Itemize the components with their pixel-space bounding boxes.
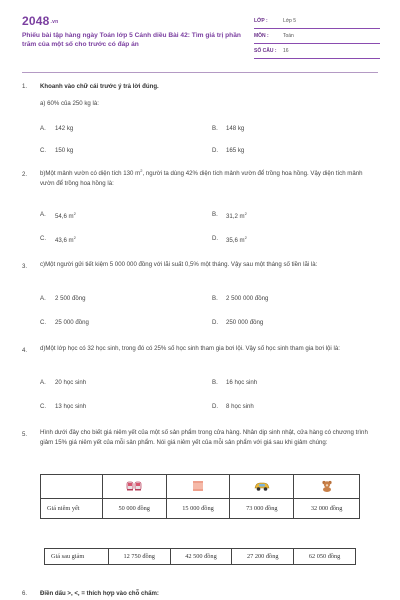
option-b[interactable]: 31,2 $m^2$ <box>226 211 247 221</box>
option-letter: C. <box>40 403 47 410</box>
header-divider <box>22 72 378 73</box>
option-c[interactable]: 150 kg <box>55 147 74 154</box>
document-title: Phiếu bài tập hàng ngày Toán lớp 5 Cánh diều Bài 42: Tìm giá trị phần trăm của một số cho trước có đáp án <box>22 32 241 48</box>
product-image-cell <box>230 475 294 499</box>
site-logo[interactable]: 2048.vn <box>22 14 59 28</box>
option-letter: A. <box>40 211 46 218</box>
listed-price-cell[interactable]: 15 000 đồng <box>166 499 230 519</box>
discounted-price-table <box>44 548 356 565</box>
listed-price-cell[interactable]: 73 000 đồng <box>230 499 294 519</box>
toy-car-icon <box>254 480 270 492</box>
question-number: 3. <box>22 263 28 270</box>
option-c[interactable]: 13 học sinh <box>55 403 87 410</box>
option-a[interactable]: 142 kg <box>55 125 74 132</box>
meta-row-subject: MÔN : Toán <box>254 29 380 44</box>
teddy-bear-icon <box>319 480 335 492</box>
option-letter: D. <box>212 403 219 410</box>
option-letter: C. <box>40 235 47 242</box>
discounted-price-cell[interactable]: 62 050 đồng <box>294 549 356 565</box>
towel-icon <box>190 480 206 492</box>
meta-row-count: SỐ CÂU : 16 <box>254 44 380 59</box>
table-header-discounted-price: Giá sau giảm <box>45 549 109 565</box>
option-letter: A. <box>40 125 46 132</box>
discounted-price-cell[interactable]: 27 200 đồng <box>232 549 294 565</box>
question-text: Hình dưới đây cho biết giá niêm yết của một số sản phẩm trong cửa hàng. Nhân dịp sinh nhật, cửa hàng có chương trình giảm 15% giá niêm yết của mỗi sản phẩm. Nói giá niêm yết của mỗi sản phẩm với giá sau khi giảm chúng: <box>40 429 368 446</box>
option-letter: D. <box>212 319 219 326</box>
option-letter: C. <box>40 319 47 326</box>
shoes-icon <box>126 480 142 492</box>
option-d[interactable]: 250 000 đồng <box>226 319 264 326</box>
question-text: c)Một người gửi tiết kiệm 5 000 000 đồng với lãi suất 0,5% một tháng. Vậy sau một tháng số tiền lãi là: <box>40 261 318 268</box>
option-letter: D. <box>212 147 219 154</box>
option-letter: B. <box>212 125 218 132</box>
listed-price-cell[interactable]: 32 000 đồng <box>294 499 360 519</box>
page-header <box>0 0 400 64</box>
document-meta <box>254 14 380 59</box>
option-b[interactable]: 2 500 000 đồng <box>226 295 269 302</box>
discounted-price-cell[interactable]: 42 500 đồng <box>170 549 232 565</box>
question-text: b)Một mảnh vườn có diện tích 130 $m^2$, người ta dùng 42% diện tích mảnh vườn để trồng hoa hồng. Vậy diện tích mảnh vườn để trồng hoa hồng là: <box>40 168 363 187</box>
listed-price-table <box>40 474 360 519</box>
option-letter: B. <box>212 295 218 302</box>
table-empty-cell <box>41 475 103 499</box>
product-image-cell <box>102 475 166 499</box>
discounted-price-cell[interactable]: 12 750 đồng <box>108 549 170 565</box>
option-letter: A. <box>40 379 46 386</box>
option-letter: B. <box>212 379 218 386</box>
option-a[interactable]: 54,6 $m^2$ <box>55 211 76 221</box>
question-number: 5. <box>22 431 28 438</box>
question-text: Điền dấu >, <, = thích hợp vào chỗ chấm: <box>40 590 159 597</box>
meta-row-class: LỚP : Lớp 5 <box>254 14 380 29</box>
option-d[interactable]: 35,6 $m^2$ <box>226 235 247 245</box>
option-c[interactable]: 25 000 đồng <box>55 319 89 326</box>
product-image-cell <box>166 475 230 499</box>
option-letter: A. <box>40 295 46 302</box>
question-subpart: a) 60% của 250 kg là: <box>40 100 99 107</box>
table-header-listed-price: Giá niêm yết <box>41 499 103 519</box>
option-b[interactable]: 16 học sinh <box>226 379 258 386</box>
option-letter: C. <box>40 147 47 154</box>
option-d[interactable]: 165 kg <box>226 147 245 154</box>
question-text: Khoanh vào chữ cái trước ý trả lời đúng. <box>40 83 159 90</box>
product-image-cell <box>294 475 360 499</box>
question-text: d)Một lớp học có 32 học sinh, trong đó có 25% số học sinh tham gia bơi lội. Vậy số học sinh tham gia bơi lội là: <box>40 345 340 352</box>
listed-price-cell[interactable]: 50 000 đồng <box>102 499 166 519</box>
option-c[interactable]: 43,6 $m^2$ <box>55 235 76 245</box>
option-letter: D. <box>212 235 219 242</box>
option-b[interactable]: 148 kg <box>226 125 245 132</box>
option-a[interactable]: 2 500 đồng <box>55 295 86 302</box>
question-number: 4. <box>22 347 28 354</box>
question-number: 2. <box>22 171 28 178</box>
option-a[interactable]: 20 học sinh <box>55 379 87 386</box>
question-number: 1. <box>22 83 28 90</box>
option-d[interactable]: 8 học sinh <box>226 403 254 410</box>
option-letter: B. <box>212 211 218 218</box>
question-number: 6. <box>22 590 28 597</box>
